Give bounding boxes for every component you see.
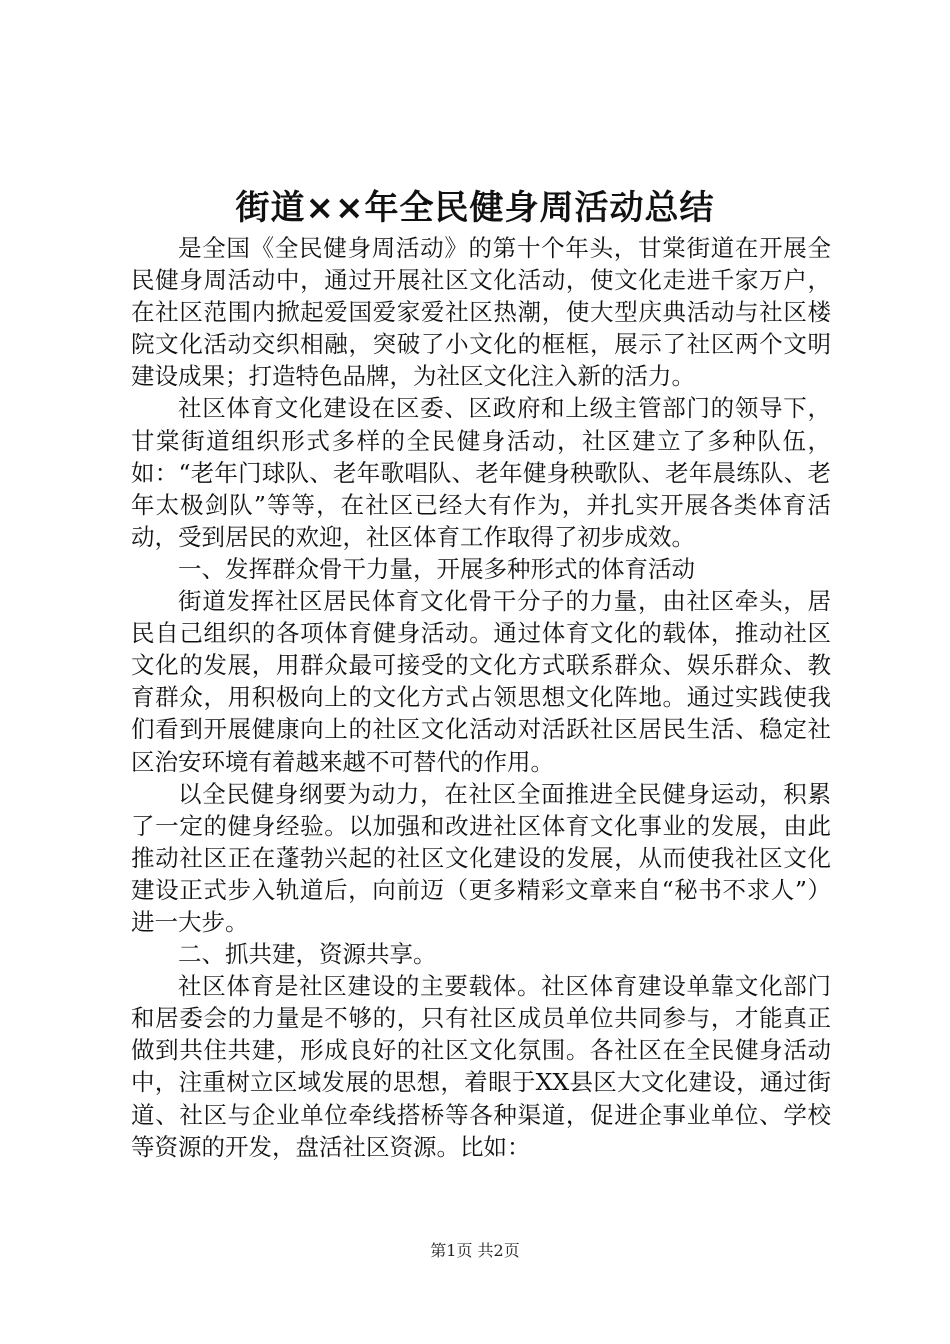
paragraph-intro: 是全国《全民健身周活动》的第十个年头，甘棠街道在开展全民健身周活动中，通过开展社区文化活动，使文化走进千家万户，在社区范围内掀起爱国爱家爱社区热潮，使大型庆典活动与社区楼院文化活动交织相融，突破了小文化的框框，展示了社区两个文明建设成果；打造特色品牌，为社区文化注入新的活力。 bbox=[131, 234, 831, 391]
paragraph-backbone: 街道发挥社区居民体育文化骨干分子的力量，由社区牵头，居民自己组织的各项体育健身活动。通过体育文化的载体，推动社区文化的发展，用群众最可接受的文化方式联系群众、娱乐群众、教育群众，用积极向上的文化方式占领思想文化阵地。通过实践使我们看到开展健康向上的社区文化活动对活跃社区居民生活、稳定社区治安环境有着越来越不可替代的作用。 bbox=[131, 587, 831, 776]
paragraph-co-construction: 社区体育是社区建设的主要载体。社区体育建设单靠文化部门和居委会的力量是不够的，只有社区成员单位共同参与，才能真正做到共住共建，形成良好的社区文化氛围。各社区在全民健身活动中，注重树立区域发展的思想，着眼于XX县区大文化建设，通过街道、社区与企业单位牵线搭桥等各种渠道，促进企事业单位、学校等资源的开发，盘活社区资源。比如： bbox=[131, 972, 831, 1161]
paragraph-fitness-outline: 以全民健身纲要为动力，在社区全面推进全民健身运动，积累了一定的健身经验。以加强和改进社区体育文化事业的发展，由此推动社区正在蓬勃兴起的社区文化建设的发展，从而使我社区文化建设正式步入轨道后，向前迈（更多精彩文章来自“秘书不求人”）进一大步。 bbox=[131, 779, 831, 936]
paragraph-teams: 社区体育文化建设在区委、区政府和上级主管部门的领导下，甘棠街道组织形式多样的全民健身活动，社区建立了多种队伍，如：“老年门球队、老年歌唱队、老年健身秧歌队、老年晨练队、老年太极剑队”等等，在社区已经大有作为，并扎实开展各类体育活动，受到居民的欢迎，社区体育工作取得了初步成效。 bbox=[131, 394, 831, 551]
document-body bbox=[131, 232, 831, 1163]
document-title: 街道××年全民健身周活动总结 bbox=[235, 188, 715, 228]
section-heading-one: 一、发挥群众骨干力量，开展多种形式的体育活动 bbox=[178, 554, 695, 583]
section-heading-two: 二、抓共建，资源共享。 bbox=[178, 940, 437, 969]
page-footer: 第1页 共2页 bbox=[430, 1241, 520, 1260]
